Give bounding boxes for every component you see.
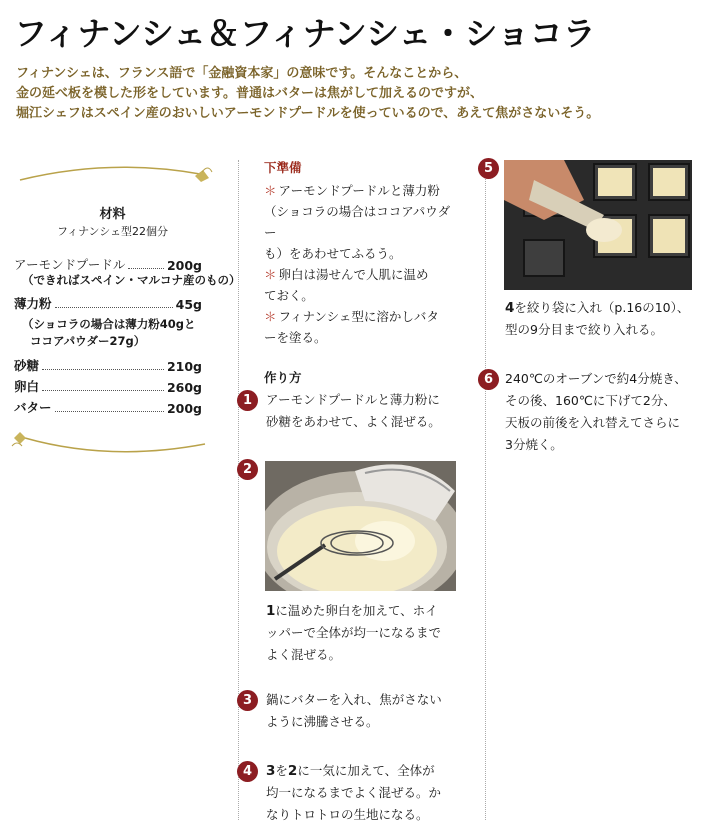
- page-title: フィナンシェ＆フィナンシェ・ショコラ: [14, 14, 596, 53]
- step-line: 240℃のオーブンで約4分焼き、: [505, 371, 687, 386]
- ingredient-row: [14, 294, 202, 312]
- step-number-badge: 1: [237, 390, 258, 411]
- step-text: [266, 389, 441, 433]
- prep-line: ておく。: [264, 288, 314, 303]
- ingredient-name: アーモンドプードル: [14, 257, 126, 272]
- ingredient-row: [14, 356, 202, 374]
- ingredient-amount: 45g: [175, 297, 202, 312]
- ingredient-name: 砂糖: [14, 358, 40, 373]
- ingredient-row: [14, 377, 202, 395]
- step-number-badge: 2: [237, 459, 258, 480]
- piping-into-molds-photo: [504, 160, 692, 290]
- step-number-badge: 4: [237, 761, 258, 782]
- ornament-top-icon: [10, 158, 215, 188]
- ingredient-amount: 210g: [166, 359, 202, 374]
- prep-heading: 下準備: [264, 160, 302, 175]
- intro-line: 金の延べ板を模した形をしています。普通はバターは焦がして加えるのですが、: [16, 86, 483, 101]
- ingredient-note: （できればスペイン・マルコナ産のもの）: [22, 273, 241, 287]
- ingredient-row: [14, 398, 202, 416]
- step-line: 鍋にバターを入れ、焦がさない: [266, 692, 442, 707]
- column-divider: [485, 160, 486, 820]
- step-line: を: [275, 763, 288, 778]
- intro-line: フィナンシェは、フランス語で「金融資本家」の意味です。そんなことから、: [16, 66, 468, 81]
- step-line: ッパーで全体が均一になるまで: [266, 625, 442, 640]
- step-line: に温めた卵白を加えて、ホイ: [275, 603, 438, 618]
- prep-line: （ショコラの場合はココアパウダー: [264, 204, 451, 240]
- ingredient-amount: 260g: [166, 380, 202, 395]
- ingredient-note: （ショコラの場合は薄力粉40gと: [22, 317, 196, 331]
- step-text: [266, 760, 441, 826]
- intro-text: [16, 64, 706, 124]
- step-line: その後、160℃に下げて2分、: [505, 393, 676, 408]
- prep-line: フィナンシェ型に溶かしバタ: [278, 309, 439, 324]
- step-ref: 1: [266, 603, 276, 619]
- step-line: なりトロトロの生地になる。: [266, 807, 429, 822]
- ornament-bottom-icon: [10, 430, 215, 460]
- step-number-badge: 6: [478, 369, 499, 390]
- step-ref: 3: [266, 763, 276, 779]
- ingredient-amount: 200g: [166, 401, 202, 416]
- column-divider: [238, 160, 239, 820]
- step-text: [505, 297, 689, 341]
- ingredient-row: [14, 255, 202, 273]
- step-line: アーモンドプードルと薄力粉に: [266, 392, 440, 407]
- step-line: に一気に加えて、全体が: [297, 763, 435, 778]
- step-text: [266, 600, 441, 666]
- ingredient-amount: 200g: [166, 258, 202, 273]
- prep-line: アーモンドプードルと薄力粉: [278, 183, 440, 198]
- prep-bullet: ＊: [264, 309, 277, 324]
- intro-line: 堀江シェフはスペイン産のおいしいアーモンドプードルを使っているので、あえて焦がさないそう。: [16, 106, 600, 121]
- step-line: 天板の前後を入れ替えてさらに: [505, 415, 681, 430]
- ingredient-note: ココアパウダー27g）: [30, 334, 146, 348]
- prep-line: 卵白は湯せんで人肌に温め: [278, 267, 429, 282]
- prep-bullet: ＊: [264, 183, 277, 198]
- step-line: 型の9分目まで絞り入れる。: [505, 322, 663, 337]
- step-line: を絞り袋に入れ（p.16の10）、: [514, 300, 690, 315]
- method-heading: 作り方: [264, 370, 302, 385]
- step-line: 砂糖をあわせて、よく混ぜる。: [266, 414, 441, 429]
- prep-line: も）をあわせてふるう。: [264, 246, 402, 261]
- step-text: [505, 368, 687, 456]
- ingredient-name: バター: [14, 400, 52, 415]
- ingredient-name: 卵白: [14, 379, 40, 394]
- ingredient-name: 薄力粉: [14, 296, 52, 311]
- step-ref: 2: [287, 763, 298, 779]
- step-line: 3分焼く。: [505, 437, 563, 452]
- prep-line: ーを塗る。: [264, 330, 327, 345]
- materials-title: 材料: [99, 207, 126, 222]
- step-number-badge: 5: [478, 158, 499, 179]
- step-line: よく混ぜる。: [266, 647, 342, 662]
- step-number-badge: 3: [237, 690, 258, 711]
- mixing-bowl-photo: [265, 461, 456, 591]
- step-line: 均一になるまでよく混ぜる。か: [266, 785, 442, 800]
- materials-subtitle: フィナンシェ型22個分: [56, 225, 169, 238]
- step-ref: 4: [505, 300, 515, 316]
- step-text: [266, 689, 442, 733]
- prep-bullet: ＊: [264, 267, 277, 282]
- prep-list: [264, 180, 460, 348]
- step-line: ように沸騰させる。: [266, 714, 379, 729]
